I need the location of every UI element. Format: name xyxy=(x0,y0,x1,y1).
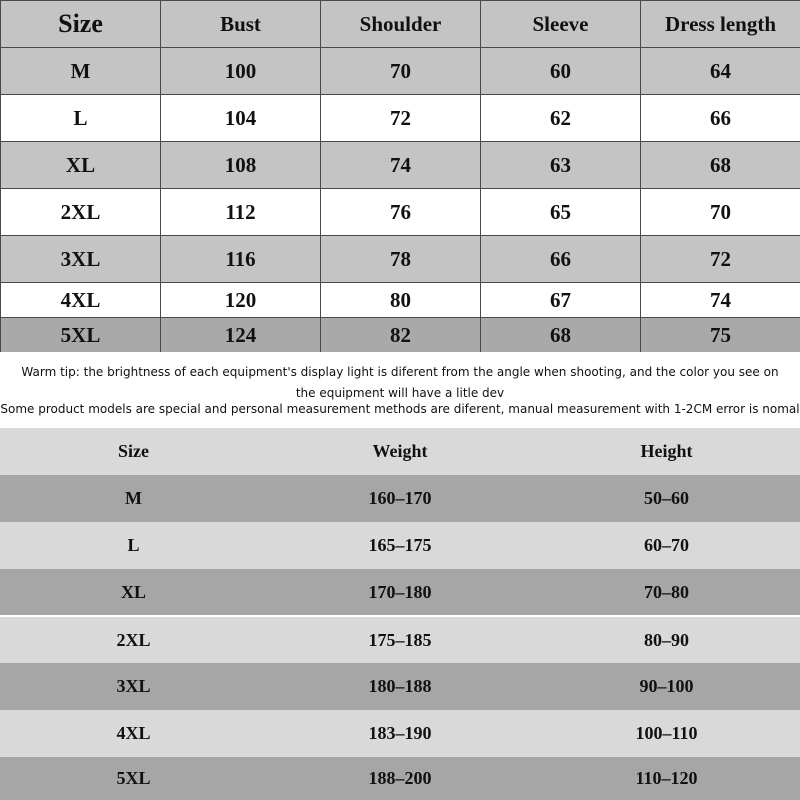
cell-height: 50–60 xyxy=(533,475,800,522)
cell-shoulder: 82 xyxy=(321,318,481,353)
cell-size: 3XL xyxy=(1,236,161,283)
cell-shoulder: 70 xyxy=(321,48,481,95)
cell-size: 3XL xyxy=(0,663,267,710)
cell-sleeve: 68 xyxy=(481,318,641,353)
cell-weight: 180–188 xyxy=(267,663,533,710)
header-size: Size xyxy=(0,428,267,475)
cell-dress-length: 72 xyxy=(641,236,800,283)
measurement-tips xyxy=(0,352,800,428)
cell-weight: 170–180 xyxy=(267,569,533,616)
cell-sleeve: 67 xyxy=(481,283,641,318)
cell-size: XL xyxy=(1,142,161,189)
cell-size: XL xyxy=(0,569,267,616)
cell-size: 5XL xyxy=(0,757,267,800)
size-chart-header-row xyxy=(1,1,800,48)
cell-shoulder: 78 xyxy=(321,236,481,283)
table-row xyxy=(1,142,800,189)
table-row xyxy=(1,95,800,142)
cell-weight: 183–190 xyxy=(267,710,533,757)
cell-sleeve: 62 xyxy=(481,95,641,142)
table-row xyxy=(1,236,800,283)
table-row xyxy=(1,318,800,353)
cell-bust: 112 xyxy=(161,189,321,236)
table-row xyxy=(1,283,800,318)
header-shoulder: Shoulder xyxy=(321,1,481,48)
cell-height: 70–80 xyxy=(533,569,800,616)
cell-size: 2XL xyxy=(0,616,267,663)
cell-size: 2XL xyxy=(1,189,161,236)
cell-weight: 188–200 xyxy=(267,757,533,800)
cell-size: 4XL xyxy=(0,710,267,757)
table-row xyxy=(0,710,800,757)
table-row xyxy=(0,663,800,710)
cell-size: 4XL xyxy=(1,283,161,318)
cell-size: L xyxy=(1,95,161,142)
cell-weight: 165–175 xyxy=(267,522,533,569)
fit-chart-header-row xyxy=(0,428,800,475)
cell-dress-length: 66 xyxy=(641,95,800,142)
cell-weight: 175–185 xyxy=(267,616,533,663)
cell-height: 60–70 xyxy=(533,522,800,569)
cell-bust: 116 xyxy=(161,236,321,283)
cell-shoulder: 72 xyxy=(321,95,481,142)
cell-sleeve: 60 xyxy=(481,48,641,95)
cell-bust: 104 xyxy=(161,95,321,142)
cell-height: 90–100 xyxy=(533,663,800,710)
cell-weight: 160–170 xyxy=(267,475,533,522)
cell-sleeve: 65 xyxy=(481,189,641,236)
cell-sleeve: 63 xyxy=(481,142,641,189)
header-weight: Weight xyxy=(267,428,533,475)
cell-shoulder: 80 xyxy=(321,283,481,318)
table-row xyxy=(0,475,800,522)
header-sleeve: Sleeve xyxy=(481,1,641,48)
cell-size: M xyxy=(0,475,267,522)
cell-bust: 120 xyxy=(161,283,321,318)
cell-bust: 108 xyxy=(161,142,321,189)
cell-dress-length: 74 xyxy=(641,283,800,318)
table-row xyxy=(0,757,800,800)
header-height: Height xyxy=(533,428,800,475)
cell-height: 100–110 xyxy=(533,710,800,757)
header-bust: Bust xyxy=(161,1,321,48)
cell-size: M xyxy=(1,48,161,95)
measurement-note-text: Some product models are special and personal measurement methods are diferent, manual measurement with 1-2CM error is nomal xyxy=(0,402,800,416)
table-row xyxy=(0,569,800,616)
cell-height: 80–90 xyxy=(533,616,800,663)
table-row xyxy=(0,522,800,569)
table-row xyxy=(1,48,800,95)
cell-size: L xyxy=(0,522,267,569)
header-size: Size xyxy=(1,1,161,48)
cell-shoulder: 74 xyxy=(321,142,481,189)
size-chart-table xyxy=(0,0,800,353)
cell-shoulder: 76 xyxy=(321,189,481,236)
cell-size: 5XL xyxy=(1,318,161,353)
table-row xyxy=(1,189,800,236)
cell-bust: 124 xyxy=(161,318,321,353)
cell-dress-length: 70 xyxy=(641,189,800,236)
cell-dress-length: 68 xyxy=(641,142,800,189)
cell-height: 110–120 xyxy=(533,757,800,800)
fit-chart-table xyxy=(0,428,800,800)
cell-bust: 100 xyxy=(161,48,321,95)
cell-dress-length: 75 xyxy=(641,318,800,353)
warm-tip-text: Warm tip: the brightness of each equipment's display light is diferent from the angle when shooting, and the color you see on the equipment will have a litle dev xyxy=(21,365,779,400)
table-row xyxy=(0,616,800,663)
header-dress-length: Dress length xyxy=(641,1,800,48)
cell-sleeve: 66 xyxy=(481,236,641,283)
cell-dress-length: 64 xyxy=(641,48,800,95)
